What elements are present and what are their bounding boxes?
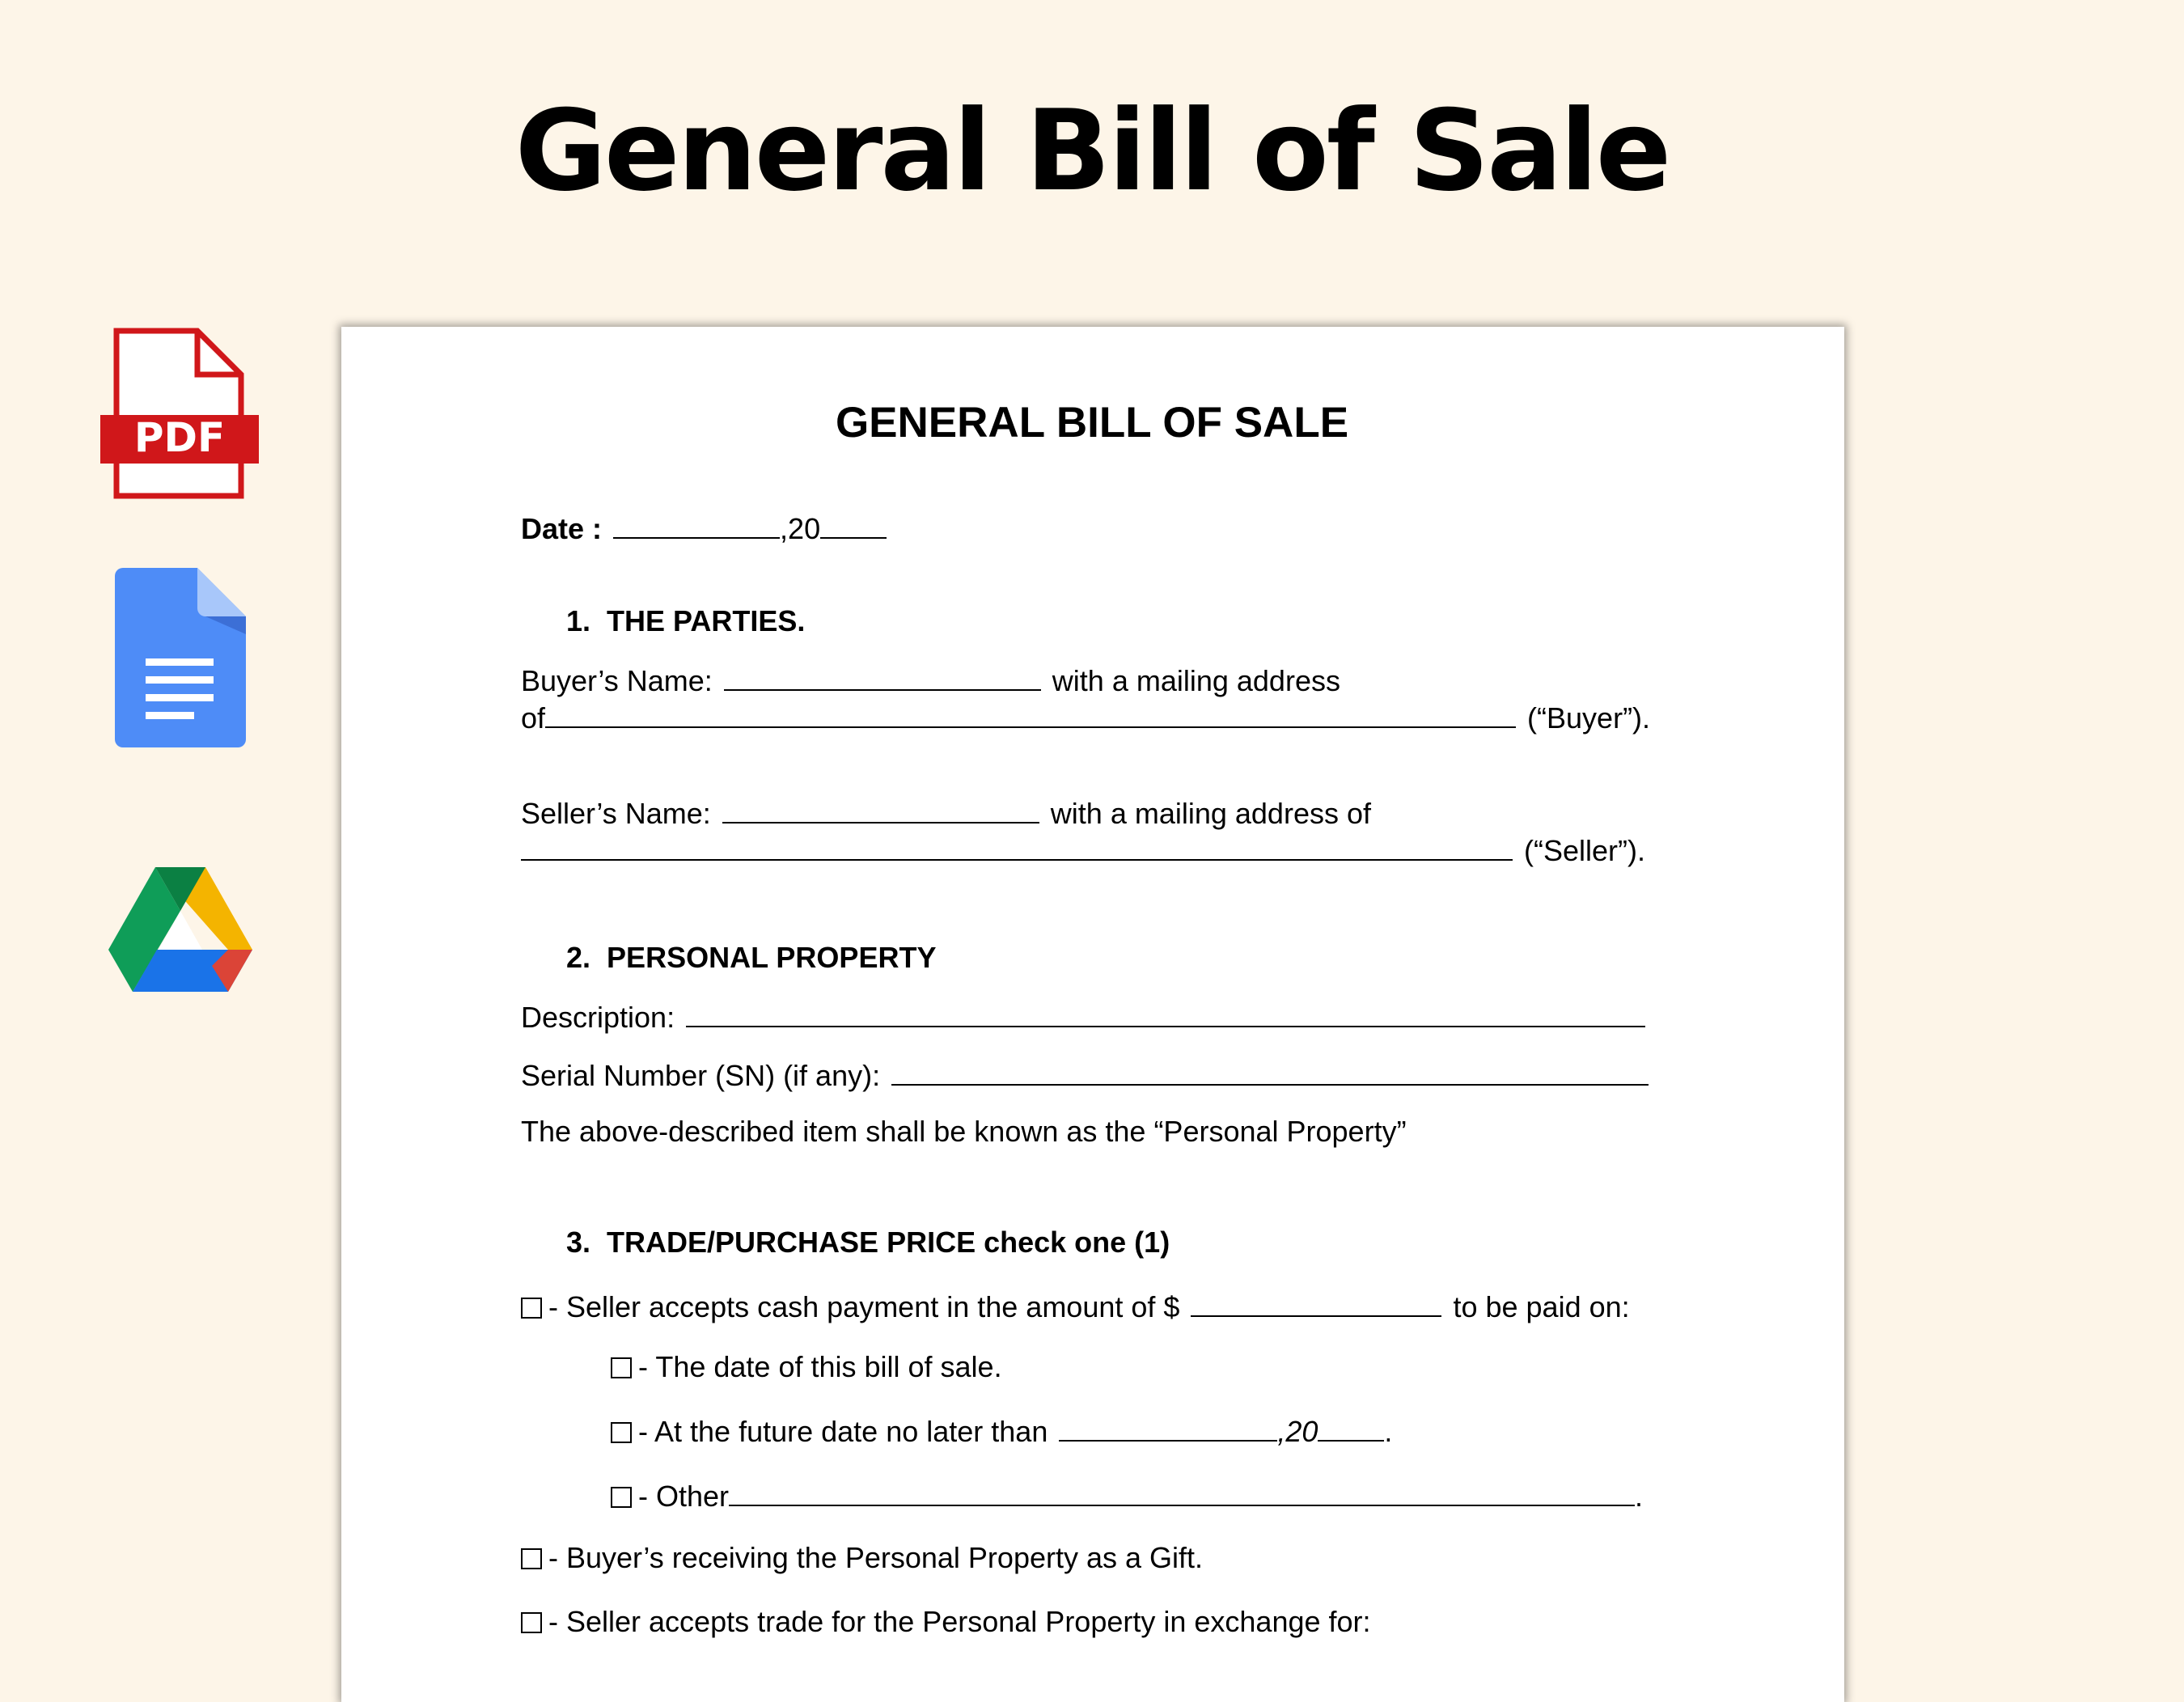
buyer-mail-label: with a mailing address [1052,664,1340,697]
buyer-name-line [521,665,1340,696]
property-note: The above-described item shall be known as the “Personal Property” [521,1115,1407,1148]
future-date-option: - At the future date no later than ,20 . [611,1416,1392,1446]
description-line [521,1001,1649,1032]
year-blank[interactable] [820,513,887,539]
seller-address-line [521,835,1645,866]
future-year-field[interactable] [1318,1416,1384,1442]
section-title: PERSONAL PROPERTY [607,941,937,974]
other-field[interactable] [729,1480,1635,1506]
cash-suffix: to be paid on: [1453,1290,1630,1323]
serial-label: Serial Number (SN) (if any): [521,1059,881,1092]
buyer-tag: (“Buyer”). [1527,701,1651,735]
other-option: - Other . [611,1480,1643,1511]
buyer-address-line [521,702,1650,733]
date-label: Date : [521,512,603,545]
serial-line [521,1060,1652,1090]
section-number: 3. [566,1226,591,1259]
trade-label: - Seller accepts trade for the Personal Property in exchange for: [548,1605,1371,1638]
cash-label: - Seller accepts cash payment in the amount of $ [548,1290,1180,1323]
description-label: Description: [521,1001,675,1034]
buyer-name-field[interactable] [724,665,1041,691]
future-year-label: ,20 [1277,1415,1318,1448]
buyer-of-label: of [521,701,546,735]
section-2-heading [566,943,936,972]
future-date-checkbox[interactable] [611,1422,632,1443]
cash-option [521,1291,1630,1322]
date-of-sale-option [611,1350,1002,1383]
date-of-sale-label: - The date of this bill of sale. [638,1350,1002,1383]
date-blank[interactable] [613,513,780,539]
trade-option [521,1607,1371,1636]
section-1-heading [566,604,806,637]
seller-tag: (“Seller”). [1524,834,1646,867]
seller-name-line [521,798,1371,828]
document-title: GENERAL BILL OF SALE [835,399,1349,447]
cash-amount-field[interactable] [1191,1291,1441,1317]
section-title: TRADE/PURCHASE PRICE check one (1) [607,1226,1170,1259]
cash-checkbox[interactable] [521,1298,542,1319]
section-number: 1. [566,604,591,637]
section-title: THE PARTIES. [607,604,806,637]
section-number: 2. [566,941,591,974]
page-title: General Bill of Sale [514,86,1670,216]
gift-label: - Buyer’s receiving the Personal Property as a Gift. [548,1541,1204,1574]
future-date-field[interactable] [1059,1416,1277,1442]
serial-field[interactable] [891,1060,1649,1086]
gift-checkbox[interactable] [521,1548,542,1569]
date-line [521,513,890,544]
future-date-label: - At the future date no later than [638,1415,1048,1448]
seller-name-field[interactable] [722,798,1039,823]
section-3-heading [566,1228,1170,1257]
trade-checkbox[interactable] [521,1612,542,1633]
date-year: ,20 [780,512,821,545]
gift-option [521,1543,1203,1573]
other-label: - Other [638,1480,730,1513]
google-docs-icon [115,568,246,747]
google-drive-icon [108,866,252,993]
buyer-address-field[interactable] [545,702,1516,728]
seller-address-field[interactable] [521,835,1513,861]
buyer-name-label: Buyer’s Name: [521,664,713,697]
seller-name-label: Seller’s Name: [521,797,711,830]
other-checkbox[interactable] [611,1487,632,1508]
pdf-icon-label: PDF [133,414,226,461]
date-of-sale-checkbox[interactable] [611,1357,632,1378]
description-field[interactable] [686,1001,1645,1027]
seller-mail-label: with a mailing address of [1050,797,1371,830]
